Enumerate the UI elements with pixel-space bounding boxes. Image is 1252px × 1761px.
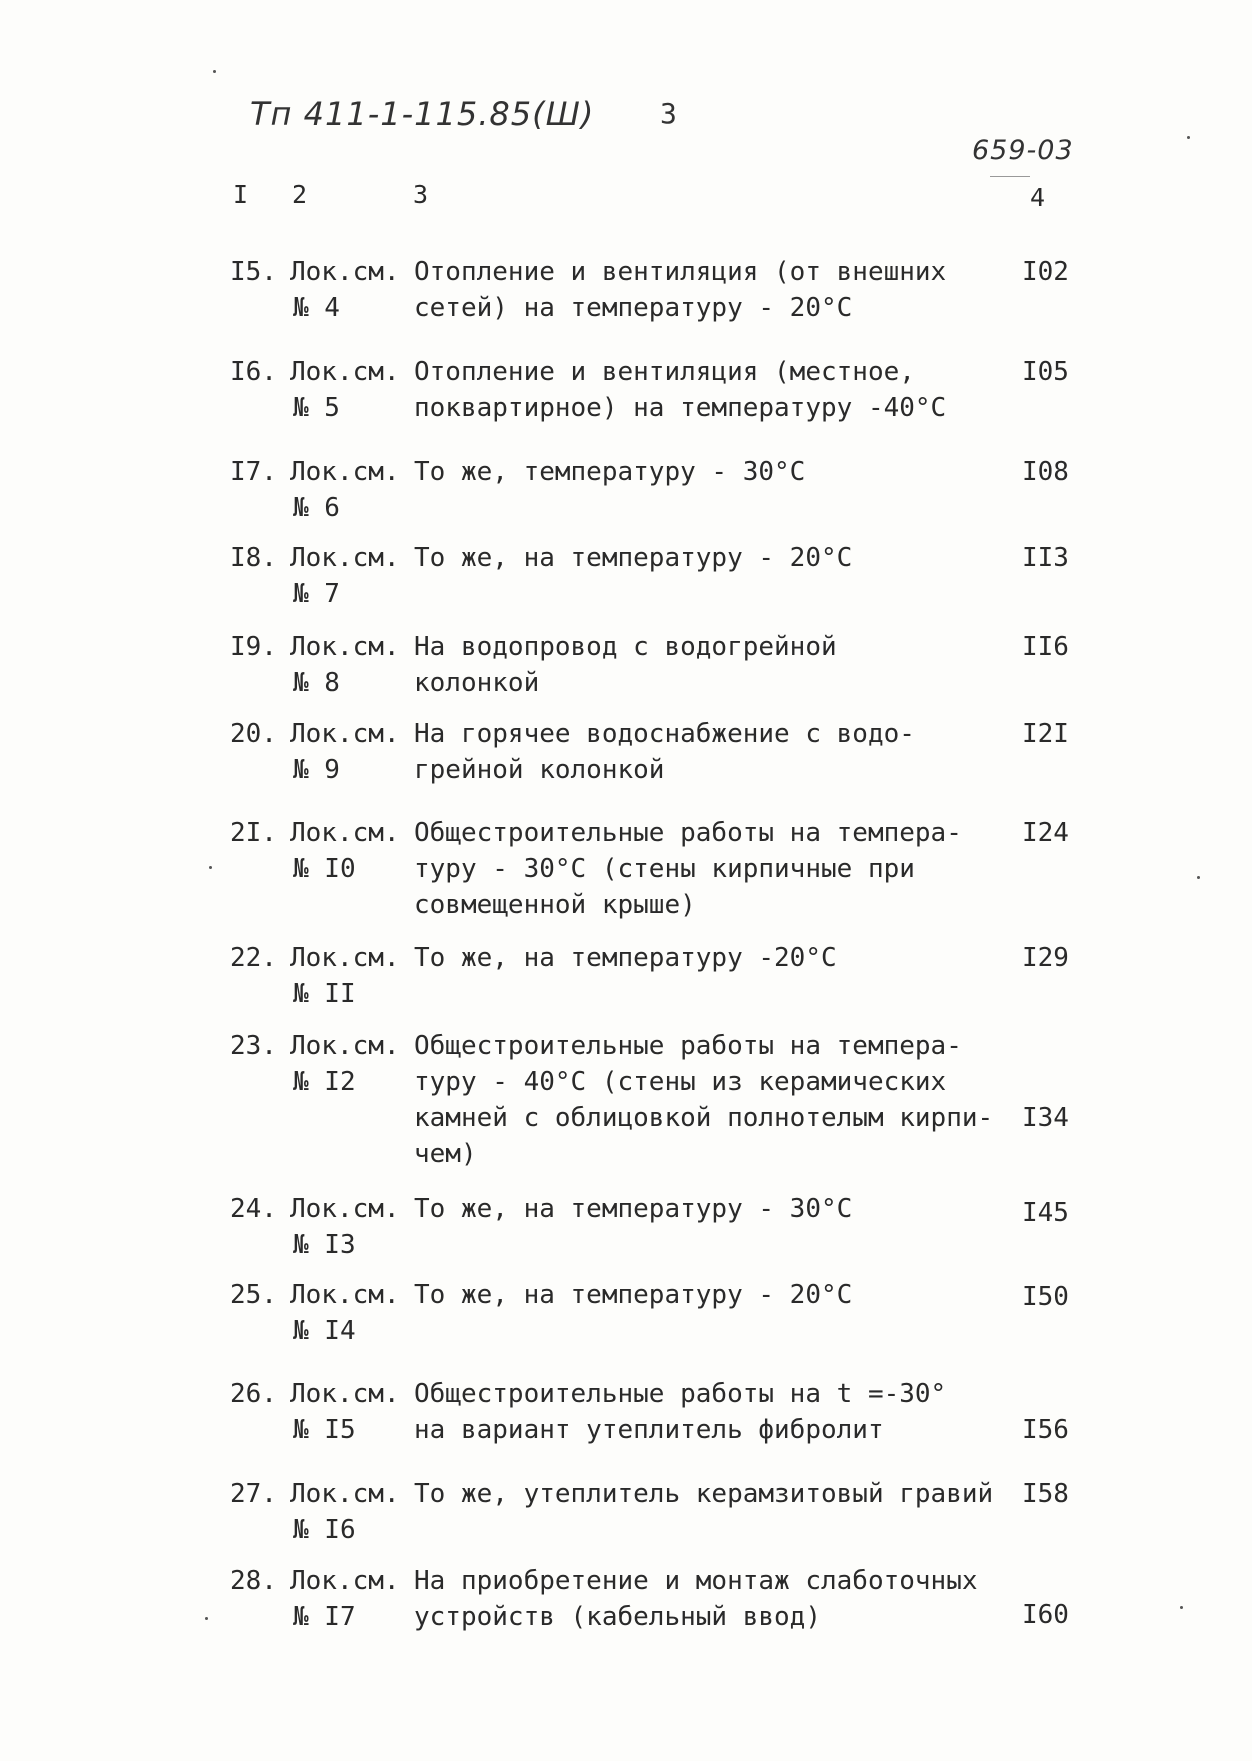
reference-type: Лок.см. — [290, 1031, 400, 1061]
item-description: На приобретение и монтаж слаботочных устройств (кабельный ввод) — [414, 1566, 978, 1632]
reference-number: № 9 — [293, 755, 340, 785]
item-number: 22. — [230, 943, 277, 973]
reference-type: Лок.см. — [290, 719, 400, 749]
estimate-reference — [290, 1191, 410, 1263]
scan-speck — [1180, 1606, 1183, 1609]
estimate-reference — [290, 454, 410, 526]
estimate-reference — [290, 629, 410, 701]
reference-type: Лок.см. — [290, 1280, 400, 1310]
item-description: То же, на температуру - 20°С — [414, 1280, 853, 1310]
reference-number: № 4 — [293, 293, 340, 323]
item-number: I6. — [230, 357, 277, 387]
reference-number: № I3 — [293, 1230, 356, 1260]
page-reference: I50 — [1022, 1282, 1069, 1312]
reference-type: Лок.см. — [290, 1479, 400, 1509]
reference-type: Лок.см. — [290, 1379, 400, 1409]
estimate-reference — [290, 716, 410, 788]
item-description: Отопление и вентиляция (от внешних сетей) на температуру - 20°С — [414, 257, 947, 323]
item-number: I7. — [230, 457, 277, 487]
item-description: То же, на температуру -20°С — [414, 943, 837, 973]
page-reference: II6 — [1022, 632, 1069, 662]
page-reference: I45 — [1022, 1198, 1069, 1228]
item-number: I9. — [230, 632, 277, 662]
reference-number: № 8 — [293, 668, 340, 698]
estimate-reference — [290, 1376, 410, 1448]
estimate-reference — [290, 254, 410, 326]
scan-speck — [1197, 876, 1200, 879]
reference-number: № I5 — [293, 1415, 356, 1445]
item-description: Отопление и вентиляция (местное, поквартирное) на температуру -40°С — [414, 357, 947, 423]
reference-number: № 7 — [293, 579, 340, 609]
item-number: 28. — [230, 1566, 277, 1596]
page-reference: I60 — [1022, 1600, 1069, 1630]
document-code: Тп 411-1-115.85(Ш) — [250, 95, 595, 133]
item-number: 27. — [230, 1479, 277, 1509]
page-reference: I58 — [1022, 1479, 1069, 1509]
reference-number: № 5 — [293, 393, 340, 423]
column-header-4: 4 — [1030, 183, 1046, 212]
column-header-2: 2 — [292, 180, 308, 209]
scan-speck — [213, 70, 216, 73]
page-reference: I29 — [1022, 943, 1069, 973]
estimate-reference — [290, 1476, 410, 1548]
item-description: То же, на температуру - 20°С — [414, 543, 853, 573]
estimate-reference — [290, 1028, 410, 1100]
reference-type: Лок.см. — [290, 543, 400, 573]
scan-speck — [205, 1617, 208, 1620]
sheet-code: 659-03 — [972, 135, 1074, 166]
reference-number: № 6 — [293, 493, 340, 523]
estimate-reference — [290, 354, 410, 426]
item-description: Общестроительные работы на t =-30° на вариант утеплитель фибролит — [414, 1379, 947, 1445]
column-header-1: I — [233, 180, 249, 209]
page-reference: I05 — [1022, 357, 1069, 387]
estimate-reference — [290, 1563, 410, 1635]
scan-speck — [1187, 136, 1190, 139]
item-description: То же, утеплитель керамзитовый гравий — [414, 1479, 994, 1509]
reference-number: № II — [293, 979, 356, 1009]
reference-type: Лок.см. — [290, 1566, 400, 1596]
reference-type: Лок.см. — [290, 1194, 400, 1224]
item-number: I5. — [230, 257, 277, 287]
page-reference: I02 — [1022, 257, 1069, 287]
reference-type: Лок.см. — [290, 457, 400, 487]
reference-number: № I2 — [293, 1067, 356, 1097]
reference-number: № I6 — [293, 1515, 356, 1545]
reference-type: Лок.см. — [290, 257, 400, 287]
page-reference: I34 — [1022, 1103, 1069, 1133]
item-number: I8. — [230, 543, 277, 573]
page-number: 3 — [660, 97, 677, 130]
item-number: 2I. — [230, 818, 277, 848]
estimate-reference — [290, 940, 410, 1012]
column-header-3: 3 — [413, 180, 429, 209]
reference-type: Лок.см. — [290, 357, 400, 387]
reference-number: № I0 — [293, 854, 356, 884]
estimate-reference — [290, 1277, 410, 1349]
item-number: 24. — [230, 1194, 277, 1224]
reference-type: Лок.см. — [290, 632, 400, 662]
estimate-reference — [290, 540, 410, 612]
item-number: 26. — [230, 1379, 277, 1409]
item-number: 25. — [230, 1280, 277, 1310]
item-description: На водопровод с водогрейной колонкой — [414, 632, 837, 698]
reference-number: № I4 — [293, 1316, 356, 1346]
item-description: Общестроительные работы на темпера- туру - 40°С (стены из керамических камней с облицовкой полнотелым кирпи- чем) — [414, 1031, 994, 1169]
reference-type: Лок.см. — [290, 818, 400, 848]
page-reference: I56 — [1022, 1415, 1069, 1445]
item-description: На горячее водоснабжение с водо- грейной колонкой — [414, 719, 915, 785]
page-reference: I24 — [1022, 818, 1069, 848]
scan-speck — [209, 866, 212, 869]
reference-number: № I7 — [293, 1602, 356, 1632]
estimate-reference — [290, 815, 410, 887]
item-description: Общестроительные работы на темпера- туру - 30°С (стены кирпичные при совмещенной крыше) — [414, 818, 962, 920]
item-description: То же, температуру - 30°С — [414, 457, 806, 487]
item-number: 23. — [230, 1031, 277, 1061]
item-description: То же, на температуру - 30°С — [414, 1194, 853, 1224]
item-number: 20. — [230, 719, 277, 749]
page-reference: I08 — [1022, 457, 1069, 487]
page-reference: I2I — [1022, 719, 1069, 749]
header-underline — [990, 176, 1030, 177]
reference-type: Лок.см. — [290, 943, 400, 973]
page-reference: II3 — [1022, 543, 1069, 573]
